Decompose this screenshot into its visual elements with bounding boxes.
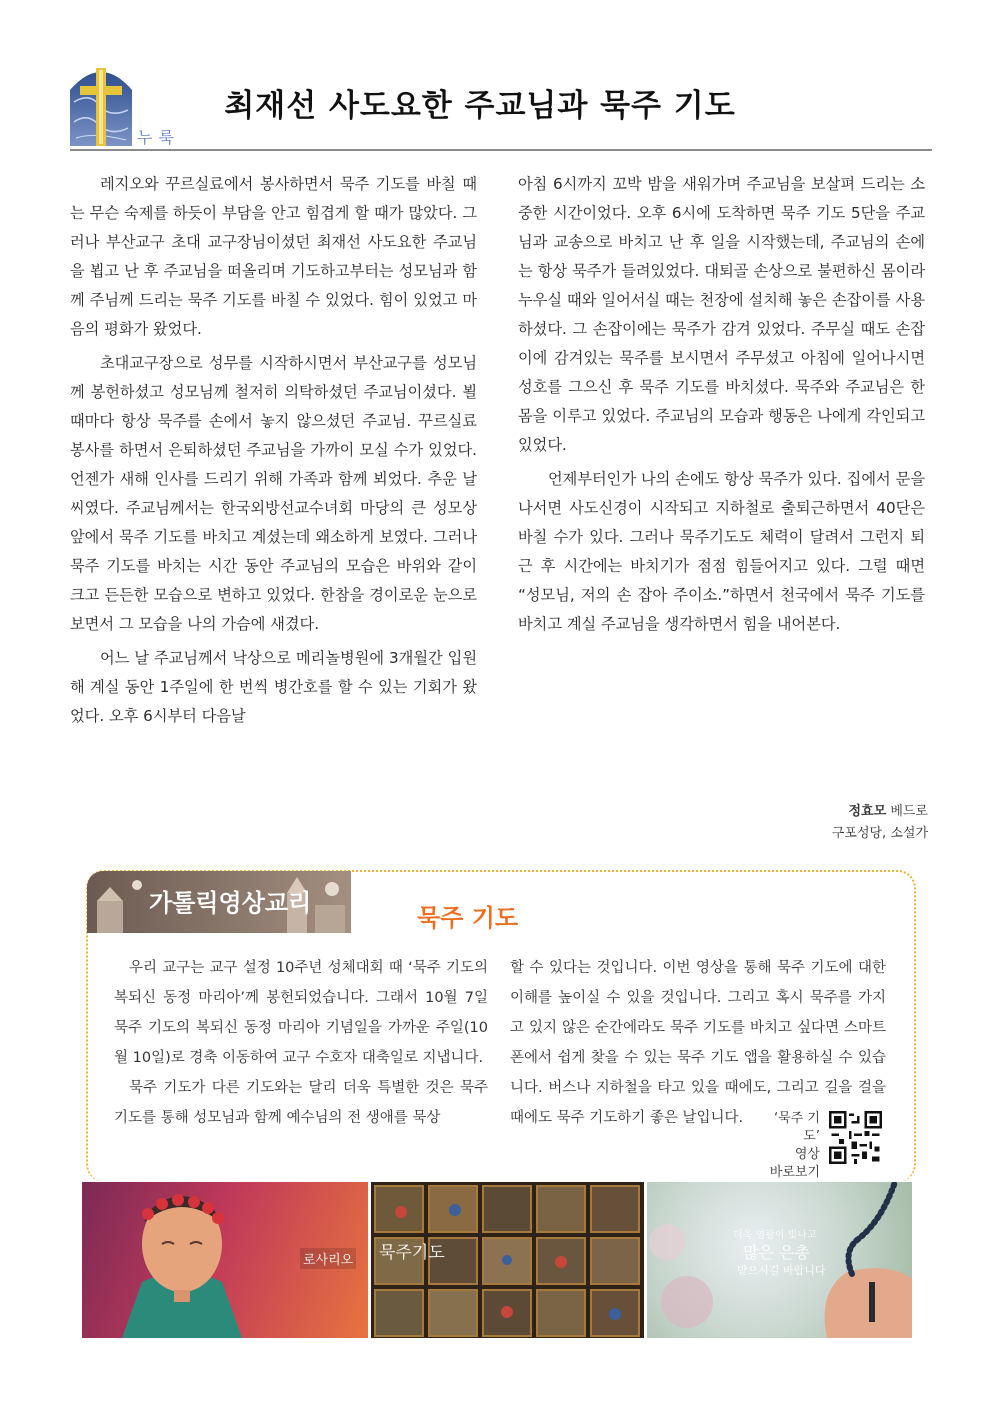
article-paragraph: 레지오와 꾸르실료에서 봉사하면서 묵주 기도를 바칠 때는 무슨 숙제를 하듯이 부담을 안고 힘겹게 할 때가 많았다. 그러나 부산교구 초대 교구장님이셨던 최재선 사도요한 주교님을 뵙고 난 후 주교님을 떠올리며 기도하고부터는 성모님과 함께 주님께 드리는 묵주 기도를 바칠 수 있었다. 힘이 있었고 마음의 평화가 왔었다. xyxy=(70,175,477,338)
box-paragraph xyxy=(510,953,886,1133)
header-divider xyxy=(70,149,932,151)
image-label: 묵주기도 xyxy=(379,1243,445,1263)
author-name: 정효모 xyxy=(848,804,887,819)
author-affiliation: 구포성당, 소설가 xyxy=(831,826,928,841)
article-paragraph: 아침 6시까지 꼬박 밤을 새워가며 주교님을 보살펴 드리는 소중한 시간이었다. 오후 6시에 도착하면 묵주 기도 5단을 주교님과 교송으로 바치고 난 후 일을 시작했는데, 주교님의 손에는 항상 묵주가 들려있었다. 대퇴골 손상으로 불편하신 몸이라 누우실 때와 일어서실 때는 천장에 설치해 놓은 손잡이를 사용하셨다. 그 손잡이에는 묵주가 감겨 있었다. 주무실 때도 손잡이에 감겨있는 묵주를 보시면서 주무셨고 아침에 일어나시면 성호를 그으신 후 묵주 기도를 바치셨다. 묵주와 주교님은 한 몸을 이루고 있었다. 주교님의 모습과 행동은 나에게 각인되고 있었다. xyxy=(518,175,925,454)
qr-caption-line: 바로보기 xyxy=(769,1165,820,1180)
article-left-column xyxy=(70,170,477,736)
image-label: 더욱 영광이 빛나고 xyxy=(733,1230,817,1241)
author-byline xyxy=(832,801,928,845)
banner-text: 가톨릭영상교리 xyxy=(149,889,312,917)
image-label: 받으시길 바랍니다 xyxy=(737,1264,826,1277)
stained-glass-cross-logo xyxy=(70,62,132,146)
box-right-text: 할 수 있다는 것입니다. 이번 영상을 통해 묵주 기도에 대한 이해를 높이실 수 있을 것입니다. 그리고 혹시 묵주를 가지고 있지 않은 순간에라도 묵주 기도를 바치고 싶다면 스마트폰에서 쉽게 찾을 수 있는 묵주 기도 앱을 활용하실 수 있습니다. 버스나 지하철을 타고 있을 때에도, 그리고 길을 걸을 때에도 묵주 기도하기 좋은 날입니다. xyxy=(510,960,886,1126)
box-paragraph: 묵주 기도가 다른 기도와는 달리 더욱 특별한 것은 묵주 기도를 통해 성모님과 함께 예수님의 전 생애를 묵상 xyxy=(114,1080,488,1126)
rosary-video-thumbnail-2 xyxy=(371,1182,644,1338)
box-paragraph: 우리 교구는 교구 설정 10주년 성체대회 때 ‘묵주 기도의 복되신 동정 마리아’께 봉헌되었습니다. 그래서 10월 7일 묵주 기도의 복되신 동정 마리아 기념일을 가까운 주일(10월 10일)로 경축 이동하여 교구 수호자 대축일로 지냅니다. xyxy=(114,960,488,1066)
section-label: 누룩 xyxy=(137,128,180,147)
catholic-video-banner xyxy=(87,871,351,933)
article-paragraph: 초대교구장으로 성무를 시작하시면서 부산교구를 성모님께 봉헌하셨고 성모님께 철저히 의탁하셨던 주교님이셨다. 뵐 때마다 항상 묵주를 손에서 놓지 않으셨던 주교님. 꾸르실료 봉사를 하면서 은퇴하셨던 주교님을 가까이 모실 수가 있었다. 언젠가 새해 인사를 드리기 위해 가족과 함께 뵈었다. 추운 날씨였다. 주교님께서는 한국외방선교수녀회 마당의 큰 성모상 앞에서 묵주 기도를 바치고 계셨는데 왜소하게 보였다. 그러나 묵주 기도를 바치는 시간 동안 주교님의 모습은 바위와 같이 크고 든든한 모습으로 변하고 있었다. 한참을 경이로운 눈으로 보면서 그 모습을 나의 가슴에 새겼다. xyxy=(70,354,477,633)
qr-caption xyxy=(760,1110,820,1182)
qr-code[interactable] xyxy=(829,1111,882,1164)
box-right-column xyxy=(510,953,886,1133)
author-baptismal-name: 베드로 xyxy=(890,804,928,819)
image-label: 로사리오 xyxy=(300,1248,356,1269)
article-paragraph: 언제부터인가 나의 손에도 항상 묵주가 있다. 집에서 문을 나서면 사도신경이 시작되고 지하철로 출퇴근하면서 40단은 바칠 수가 있다. 그러나 묵주기도도 체력이 달려서 그런지 퇴근 후 시간에는 바치기가 점점 힘들어지고 있다. 그럴 때면 “성모님, 저의 손 잡아 주이소.”하면서 천국에서 묵주 기도를 바치고 계실 주교님을 생각하면서 힘을 내어본다. xyxy=(518,470,925,633)
article-right-column xyxy=(518,170,925,644)
rosary-video-thumbnail-1 xyxy=(82,1182,368,1338)
article-paragraph: 어느 날 주교님께서 낙상으로 메리놀병원에 3개월간 입원해 계실 동안 1주일에 한 번씩 병간호를 할 수 있는 기회가 왔었다. 오후 6시부터 다음날 xyxy=(70,649,477,725)
box-left-column xyxy=(114,953,488,1133)
page-title: 최재선 사도요한 주교님과 묵주 기도 xyxy=(224,88,736,124)
rosary-video-thumbnail-3 xyxy=(647,1182,912,1338)
image-label: 많은 은총 xyxy=(743,1243,810,1262)
qr-caption-line: ‘묵주 기도’ xyxy=(774,1111,820,1144)
qr-caption-line: 영상 xyxy=(794,1147,820,1162)
box-title: 묵주 기도 xyxy=(417,904,519,932)
